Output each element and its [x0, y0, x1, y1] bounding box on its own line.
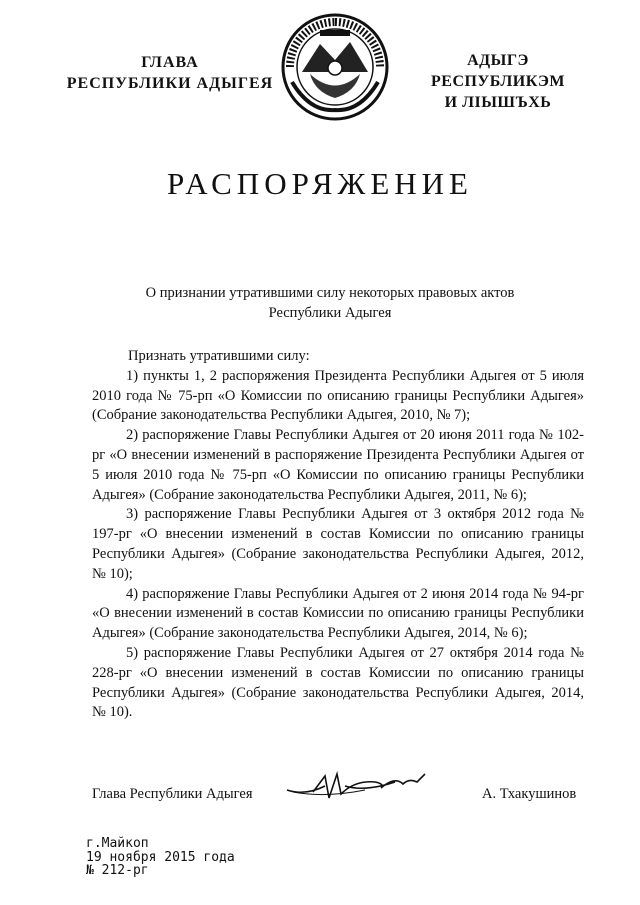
document-title: РАСПОРЯЖЕНИЕ: [167, 166, 473, 201]
header-left-line1: ГЛАВА: [141, 54, 199, 71]
registration-stamp: [86, 837, 235, 878]
header-left: [60, 52, 280, 94]
subject-line2: Республики Адыгея: [268, 305, 392, 321]
subject-line1: О признании утратившими силу некоторых правовых актов: [145, 285, 515, 301]
header-right: [398, 50, 598, 113]
header-right-line1: АДЫГЭ РЕСПУБЛИКЭМ: [431, 52, 565, 90]
stamp-date: 19 ноября 2015 года: [86, 849, 235, 865]
coat-of-arms-icon: [280, 12, 390, 122]
header-left-line2: РЕСПУБЛИКИ АДЫГЕЯ: [66, 75, 274, 92]
document-body: [92, 347, 584, 723]
signature-icon: [285, 762, 435, 804]
stamp-number: № 212-рг: [86, 863, 149, 878]
body-lead: Признать утратившими силу:: [128, 348, 310, 364]
body-item-4: 4) распоряжение Главы Республики Адыгея от 2 июня 2014 года № 94-рг «О внесении изменений в состав Комиссии по описанию границы Республики Адыгея» (Собрание законодательства Республики Адыгея, 2014, № 6);: [92, 585, 584, 642]
header-right-line2: И ЛІЫШЪХЬ: [444, 94, 552, 111]
signatory-name: А. Тхакушинов: [482, 786, 577, 802]
body-item-3: 3) распоряжение Главы Республики Адыгея от 3 октября 2012 года № 197-рг «О внесении изменений в состав Комиссии по описанию границы Республики Адыгея» (Собрание законодательства Республики Адыгея, 2012, № 10);: [92, 506, 584, 582]
document-subject: [100, 283, 560, 323]
body-item-1: 1) пункты 1, 2 распоряжения Президента Республики Адыгея от 5 июля 2010 года № 75-рп «О Комиссии по описанию границы Республики Адыгея» (Собрание законодательства Республики Адыгея, 2010, № 7);: [92, 367, 584, 424]
signatory-role: Глава Республики Адыгея: [92, 786, 253, 802]
body-item-2: 2) распоряжение Главы Республики Адыгея от 20 июня 2011 года № 102-рг «О внесении изменений в распоряжение Президента Республики Адыгея от 5 июля 2010 года № 75-рп «О Комиссии по описанию границы Республики Адыгея» (Собрание законодательства Республики Адыгея, 2011, № 6);: [92, 427, 584, 503]
stamp-city: г.Майкоп: [86, 836, 149, 851]
body-item-5: 5) распоряжение Главы Республики Адыгея от 27 октября 2014 года № 228-рг «О внесении изменений в состав Комиссии по описанию границы Республики Адыгея» (Собрание законодательства Республики Адыгея, 2014, № 10).: [92, 644, 584, 721]
